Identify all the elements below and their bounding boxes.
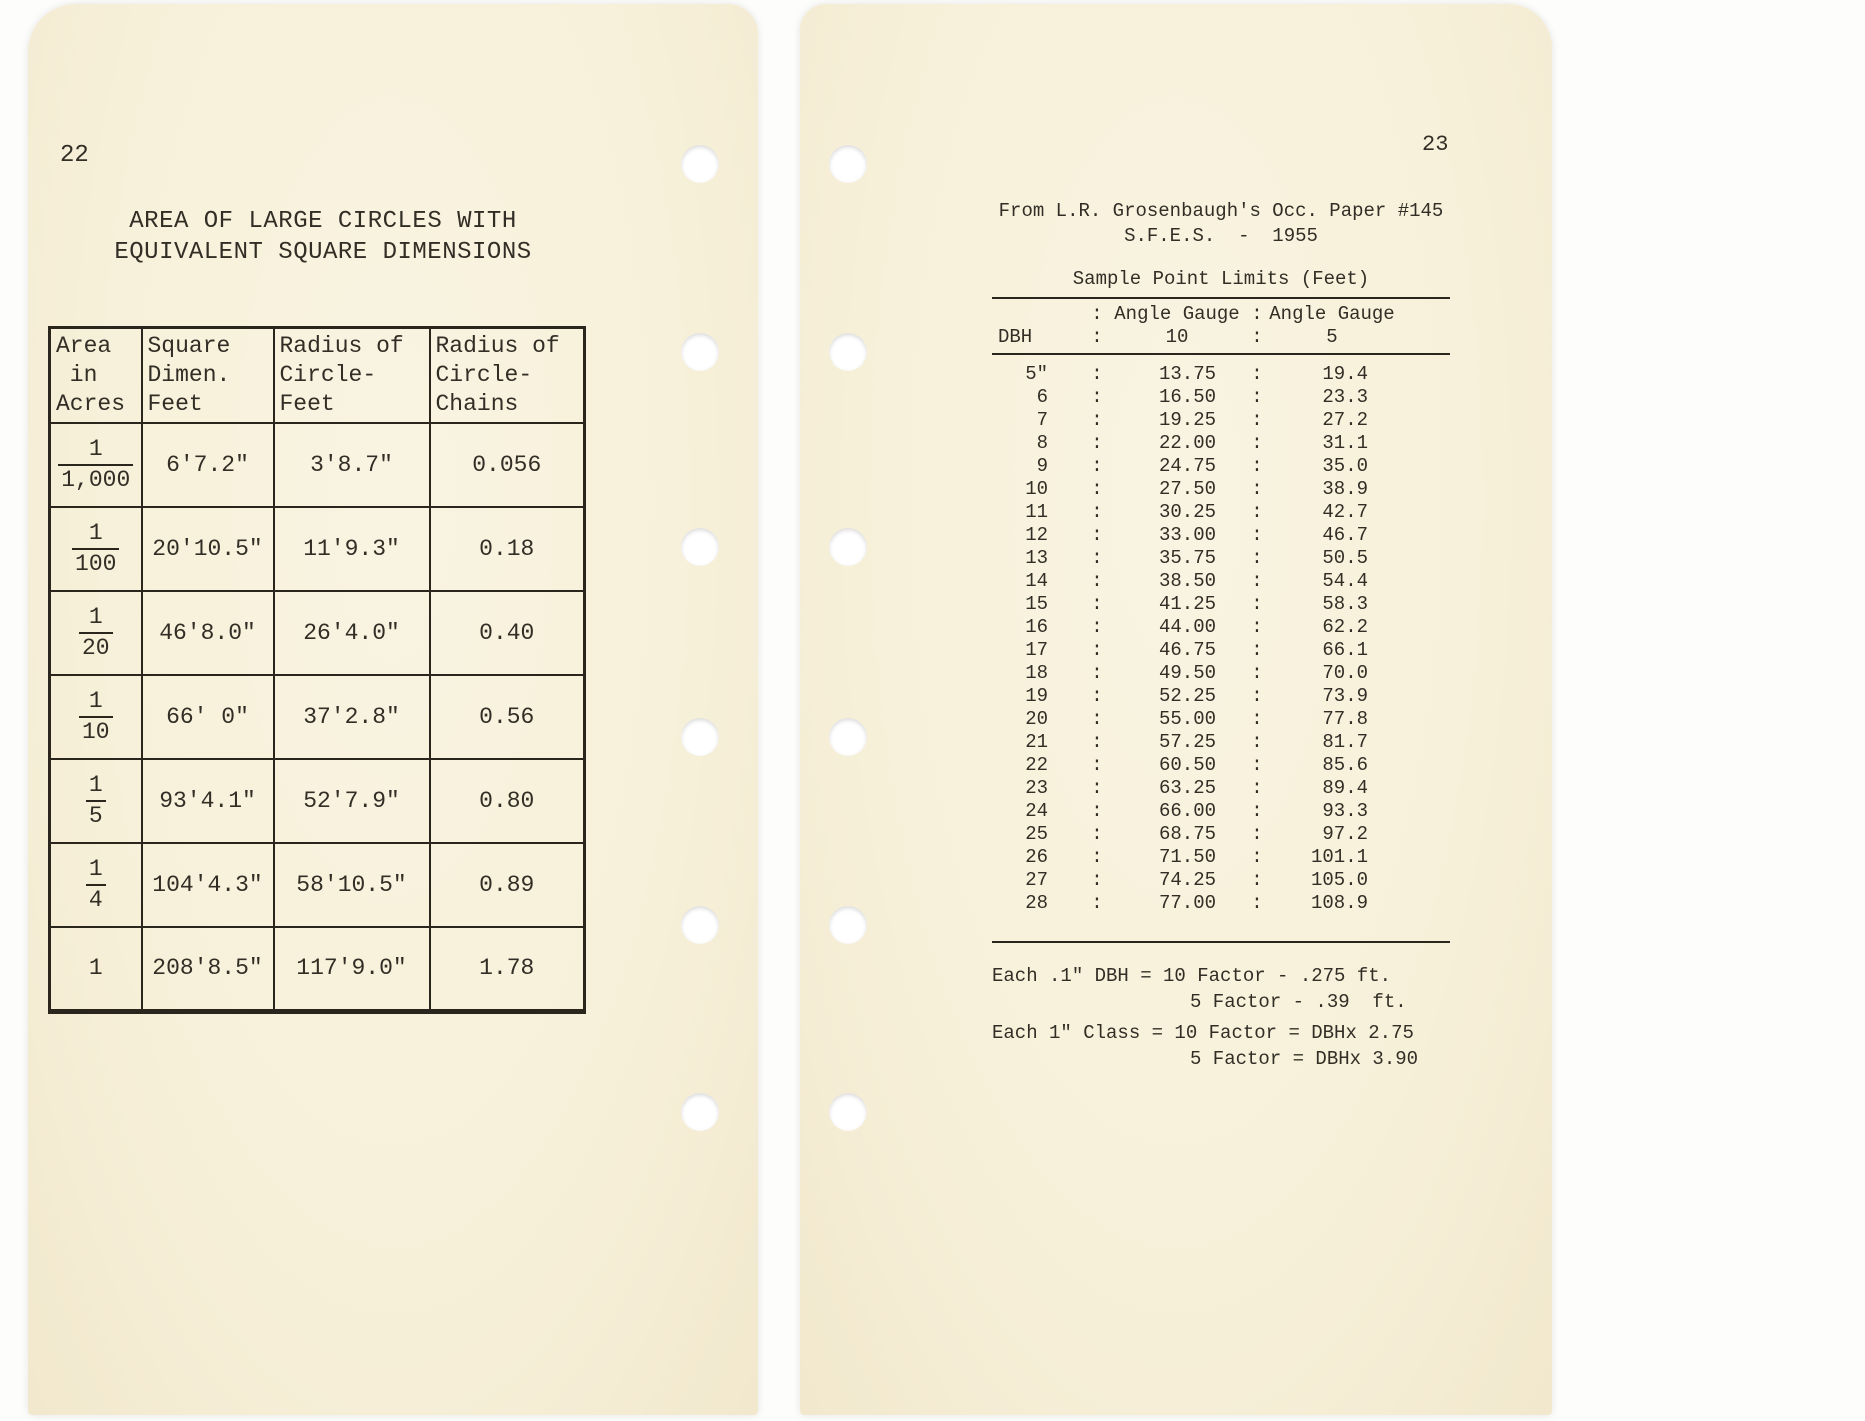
separator: :	[1091, 455, 1103, 477]
footnote-line: Each 1" Class = 10 Factor = DBHx 2.75	[992, 1022, 1414, 1044]
cell-radius-feet: 117'9.0"	[274, 927, 430, 1011]
column-separator: :	[1091, 303, 1103, 325]
header-factor-5: 5	[1326, 326, 1338, 348]
sample-limit-row	[992, 386, 1450, 409]
sample-limit-row	[992, 892, 1450, 915]
source-line-2: S.F.E.S. - 1955	[1124, 225, 1318, 247]
header-blank	[992, 303, 1062, 326]
page-number: 22	[60, 142, 89, 169]
cell-gauge5: 77.8	[1322, 708, 1368, 730]
binder-hole	[829, 528, 867, 566]
sample-limit-row	[992, 754, 1450, 777]
column-header: Area in Acres	[50, 328, 142, 424]
sample-limit-row	[992, 501, 1450, 524]
cell-square-dimension: 66' 0"	[142, 675, 274, 759]
separator: :	[1251, 570, 1263, 592]
cell-radius-chains: 0.56	[430, 675, 585, 759]
cell-gauge10: 19.25	[1158, 409, 1216, 431]
cell-area-acres	[50, 507, 142, 591]
page-number: 23	[1422, 132, 1449, 157]
sample-limit-row	[992, 639, 1450, 662]
separator: :	[1091, 616, 1103, 638]
table-body	[50, 423, 585, 1011]
binder-hole	[681, 718, 719, 756]
footnotes	[992, 963, 1450, 1072]
separator: :	[1091, 846, 1103, 868]
cell-gauge5: 97.2	[1322, 823, 1368, 845]
sample-limit-row	[992, 593, 1450, 616]
area-table-row	[50, 423, 585, 507]
cell-gauge5: 89.4	[1322, 777, 1368, 799]
binder-hole	[829, 333, 867, 371]
sample-limit-row	[992, 409, 1450, 432]
fraction: $\frac{1}{100}$	[72, 520, 119, 578]
header-angle-gauge-5: Angle Gauge	[1269, 303, 1395, 325]
separator: :	[1251, 547, 1263, 569]
sample-limit-row	[992, 869, 1450, 892]
cell-radius-chains: 0.80	[430, 759, 585, 843]
cell-gauge10: 24.75	[1158, 455, 1216, 477]
binder-hole	[681, 333, 719, 371]
separator: :	[1251, 501, 1263, 523]
separator: :	[1091, 708, 1103, 730]
fraction: $\frac{1}{4}$	[86, 856, 106, 914]
sample-limit-row	[992, 616, 1450, 639]
header-row-gauge	[992, 303, 1450, 326]
separator: :	[1091, 363, 1103, 385]
header-dbh: DBH	[998, 326, 1033, 348]
cell-gauge10: 44.00	[1158, 616, 1216, 638]
cell-radius-chains: 0.056	[430, 423, 585, 507]
sample-limit-row	[992, 731, 1450, 754]
separator: :	[1251, 409, 1263, 431]
cell-gauge5: 54.4	[1322, 570, 1368, 592]
separator: :	[1091, 892, 1103, 914]
footnote-line: 5 Factor - .39 ft.	[1190, 991, 1407, 1013]
cell-radius-chains: 0.18	[430, 507, 585, 591]
cell-dbh: 26	[1025, 846, 1048, 868]
cell-dbh: 11	[1025, 501, 1048, 523]
fraction: $\frac{1}{10}$	[79, 688, 113, 746]
cell-gauge5: 38.9	[1322, 478, 1368, 500]
cell-area-acres	[50, 423, 142, 507]
separator: :	[1091, 800, 1103, 822]
separator: :	[1251, 846, 1263, 868]
separator: :	[1091, 570, 1103, 592]
cell-dbh: 9	[1036, 455, 1048, 477]
cell-gauge10: 38.50	[1158, 570, 1216, 592]
page-23	[800, 4, 1552, 1415]
cell-area-acres	[50, 759, 142, 843]
column-header: Radius of Circle- Feet	[274, 328, 430, 424]
sample-point-limits-title: Sample Point Limits (Feet)	[1072, 268, 1370, 290]
separator: :	[1251, 386, 1263, 408]
cell-gauge5: 27.2	[1322, 409, 1368, 431]
cell-radius-feet: 37'2.8"	[274, 675, 430, 759]
cell-gauge10: 77.00	[1158, 892, 1216, 914]
header-factor-10: 10	[1165, 326, 1189, 348]
cell-dbh: 28	[1025, 892, 1048, 914]
cell-gauge5: 108.9	[1310, 892, 1368, 914]
title-line-1: AREA OF LARGE CIRCLES WITH	[129, 208, 517, 235]
separator: :	[1091, 547, 1103, 569]
cell-dbh: 27	[1025, 869, 1048, 891]
separator: :	[1091, 731, 1103, 753]
cell-radius-feet: 3'8.7"	[274, 423, 430, 507]
column-separator: :	[1251, 326, 1263, 348]
cell-gauge5: 46.7	[1322, 524, 1368, 546]
cell-square-dimension: 6'7.2"	[142, 423, 274, 507]
separator: :	[1251, 524, 1263, 546]
cell-gauge10: 63.25	[1158, 777, 1216, 799]
fraction: $\frac{1}{20}$	[79, 604, 113, 662]
binder-hole	[829, 718, 867, 756]
cell-gauge5: 73.9	[1322, 685, 1368, 707]
right-page-content	[992, 199, 1450, 1072]
cell-dbh: 16	[1025, 616, 1048, 638]
separator: :	[1251, 455, 1263, 477]
cell-gauge5: 66.1	[1322, 639, 1368, 661]
sample-limit-row	[992, 662, 1450, 685]
separator: :	[1091, 685, 1103, 707]
binder-hole	[681, 528, 719, 566]
header-row-dbh	[992, 326, 1450, 349]
cell-area-acres	[50, 675, 142, 759]
binder-hole	[681, 145, 719, 183]
cell-gauge10: 41.25	[1158, 593, 1216, 615]
cell-dbh: 19	[1025, 685, 1048, 707]
cell-dbh: 15	[1025, 593, 1048, 615]
cell-gauge5: 81.7	[1322, 731, 1368, 753]
separator: :	[1091, 823, 1103, 845]
cell-dbh: 18	[1025, 662, 1048, 684]
separator: :	[1251, 593, 1263, 615]
sample-table-header	[992, 297, 1450, 355]
header-angle-gauge-10: Angle Gauge	[1114, 303, 1240, 325]
table-header-row	[50, 328, 585, 424]
separator: :	[1251, 363, 1263, 385]
cell-area-acres	[50, 591, 142, 675]
cell-dbh: 14	[1025, 570, 1048, 592]
sample-limit-row	[992, 524, 1450, 547]
cell-gauge10: 74.25	[1158, 869, 1216, 891]
cell-radius-chains: 0.40	[430, 591, 585, 675]
separator: :	[1251, 662, 1263, 684]
cell-gauge5: 35.0	[1322, 455, 1368, 477]
table-bottom-rule	[992, 941, 1450, 943]
fraction: $\frac{1}{5}$	[86, 772, 106, 830]
column-separator: :	[1251, 303, 1263, 325]
cell-radius-feet: 58'10.5"	[274, 843, 430, 927]
sample-limit-row	[992, 478, 1450, 501]
cell-gauge10: 52.25	[1158, 685, 1216, 707]
cell-gauge10: 35.75	[1158, 547, 1216, 569]
footnote-line: Each .1" DBH = 10 Factor - .275 ft.	[992, 965, 1392, 987]
cell-gauge5: 93.3	[1322, 800, 1368, 822]
cell-gauge5: 42.7	[1322, 501, 1368, 523]
separator: :	[1251, 800, 1263, 822]
cell-gauge10: 16.50	[1158, 386, 1216, 408]
binder-hole	[681, 906, 719, 944]
separator: :	[1251, 754, 1263, 776]
cell-dbh: 17	[1025, 639, 1048, 661]
separator: :	[1091, 593, 1103, 615]
separator: :	[1091, 409, 1103, 431]
column-separator: :	[1091, 326, 1103, 348]
fraction: $\frac{1}{1,000}$	[58, 436, 133, 494]
separator: :	[1251, 639, 1263, 661]
separator: :	[1251, 708, 1263, 730]
cell-dbh: 8	[1036, 432, 1048, 454]
cell-dbh: 23	[1025, 777, 1048, 799]
cell-square-dimension: 46'8.0"	[142, 591, 274, 675]
cell-dbh: 5"	[1025, 363, 1048, 385]
area-table-row	[50, 927, 585, 1011]
area-table-row	[50, 759, 585, 843]
cell-gauge10: 30.25	[1158, 501, 1216, 523]
separator: :	[1251, 478, 1263, 500]
sample-limit-row	[992, 708, 1450, 731]
sample-limit-row	[992, 570, 1450, 593]
binder-hole	[681, 1093, 719, 1131]
cell-dbh: 10	[1025, 478, 1048, 500]
cell-gauge5: 58.3	[1322, 593, 1368, 615]
separator: :	[1251, 731, 1263, 753]
separator: :	[1091, 777, 1103, 799]
area-table-row	[50, 507, 585, 591]
cell-radius-feet: 11'9.3"	[274, 507, 430, 591]
cell-gauge5: 62.2	[1322, 616, 1368, 638]
sample-limit-row	[992, 800, 1450, 823]
sample-limit-row	[992, 432, 1450, 455]
cell-square-dimension: 20'10.5"	[142, 507, 274, 591]
separator: :	[1091, 386, 1103, 408]
cell-dbh: 22	[1025, 754, 1048, 776]
area-table-row	[50, 591, 585, 675]
separator: :	[1251, 616, 1263, 638]
separator: :	[1091, 432, 1103, 454]
cell-square-dimension: 208'8.5"	[142, 927, 274, 1011]
cell-gauge10: 33.00	[1158, 524, 1216, 546]
column-header: Square Dimen. Feet	[142, 328, 274, 424]
separator: :	[1251, 823, 1263, 845]
binder-hole	[829, 145, 867, 183]
page-22	[28, 4, 758, 1415]
cell-radius-chains: 0.89	[430, 843, 585, 927]
separator: :	[1091, 478, 1103, 500]
separator: :	[1091, 639, 1103, 661]
cell-gauge10: 60.50	[1158, 754, 1216, 776]
source-citation	[992, 199, 1450, 249]
cell-radius-feet: 52'7.9"	[274, 759, 430, 843]
sample-limit-row	[992, 846, 1450, 869]
cell-gauge10: 68.75	[1158, 823, 1216, 845]
cell-gauge10: 55.00	[1158, 708, 1216, 730]
cell-dbh: 24	[1025, 800, 1048, 822]
sample-limit-row	[992, 363, 1450, 386]
source-line-1: From L.R. Grosenbaugh's Occ. Paper #145	[998, 200, 1444, 222]
cell-gauge5: 85.6	[1322, 754, 1368, 776]
cell-dbh: 20	[1025, 708, 1048, 730]
cell-gauge5: 50.5	[1322, 547, 1368, 569]
cell-gauge5: 101.1	[1310, 846, 1368, 868]
separator: :	[1091, 501, 1103, 523]
title-line-2: EQUIVALENT SQUARE DIMENSIONS	[114, 239, 532, 266]
cell-gauge5: 70.0	[1322, 662, 1368, 684]
cell-square-dimension: 93'4.1"	[142, 759, 274, 843]
area-table-row	[50, 843, 585, 927]
cell-radius-feet: 26'4.0"	[274, 591, 430, 675]
sample-limit-row	[992, 823, 1450, 846]
separator: :	[1251, 685, 1263, 707]
cell-gauge10: 13.75	[1158, 363, 1216, 385]
cell-gauge5: 31.1	[1322, 432, 1368, 454]
cell-gauge10: 71.50	[1158, 846, 1216, 868]
separator: :	[1251, 869, 1263, 891]
area-circle-table	[48, 326, 586, 1014]
cell-gauge10: 57.25	[1158, 731, 1216, 753]
cell-radius-chains: 1.78	[430, 927, 585, 1011]
separator: :	[1091, 754, 1103, 776]
cell-gauge5: 19.4	[1322, 363, 1368, 385]
page-title	[88, 206, 558, 268]
cell-gauge10: 66.00	[1158, 800, 1216, 822]
sample-table-body	[992, 363, 1450, 915]
sample-limit-row	[992, 455, 1450, 478]
column-header: Radius of Circle- Chains	[430, 328, 585, 424]
separator: :	[1251, 892, 1263, 914]
cell-area-acres	[50, 843, 142, 927]
cell-dbh: 25	[1025, 823, 1048, 845]
cell-dbh: 21	[1025, 731, 1048, 753]
separator: :	[1091, 869, 1103, 891]
separator: :	[1251, 777, 1263, 799]
separator: :	[1091, 662, 1103, 684]
cell-area-acres: 1	[50, 927, 142, 1011]
table-header	[50, 328, 585, 424]
sample-limit-row	[992, 685, 1450, 708]
binder-hole	[829, 1093, 867, 1131]
area-table-row	[50, 675, 585, 759]
cell-gauge5: 105.0	[1310, 869, 1368, 891]
separator: :	[1251, 432, 1263, 454]
cell-gauge10: 46.75	[1158, 639, 1216, 661]
cell-dbh: 12	[1025, 524, 1048, 546]
footnote-line: 5 Factor = DBHx 3.90	[1190, 1048, 1419, 1070]
cell-gauge10: 27.50	[1158, 478, 1216, 500]
cell-gauge10: 22.00	[1158, 432, 1216, 454]
separator: :	[1091, 524, 1103, 546]
cell-dbh: 7	[1036, 409, 1048, 431]
sample-limit-row	[992, 777, 1450, 800]
cell-dbh: 6	[1036, 386, 1048, 408]
binder-hole	[829, 906, 867, 944]
cell-dbh: 13	[1025, 547, 1048, 569]
cell-square-dimension: 104'4.3"	[142, 843, 274, 927]
sample-limit-row	[992, 547, 1450, 570]
cell-gauge10: 49.50	[1158, 662, 1216, 684]
cell-gauge5: 23.3	[1322, 386, 1368, 408]
